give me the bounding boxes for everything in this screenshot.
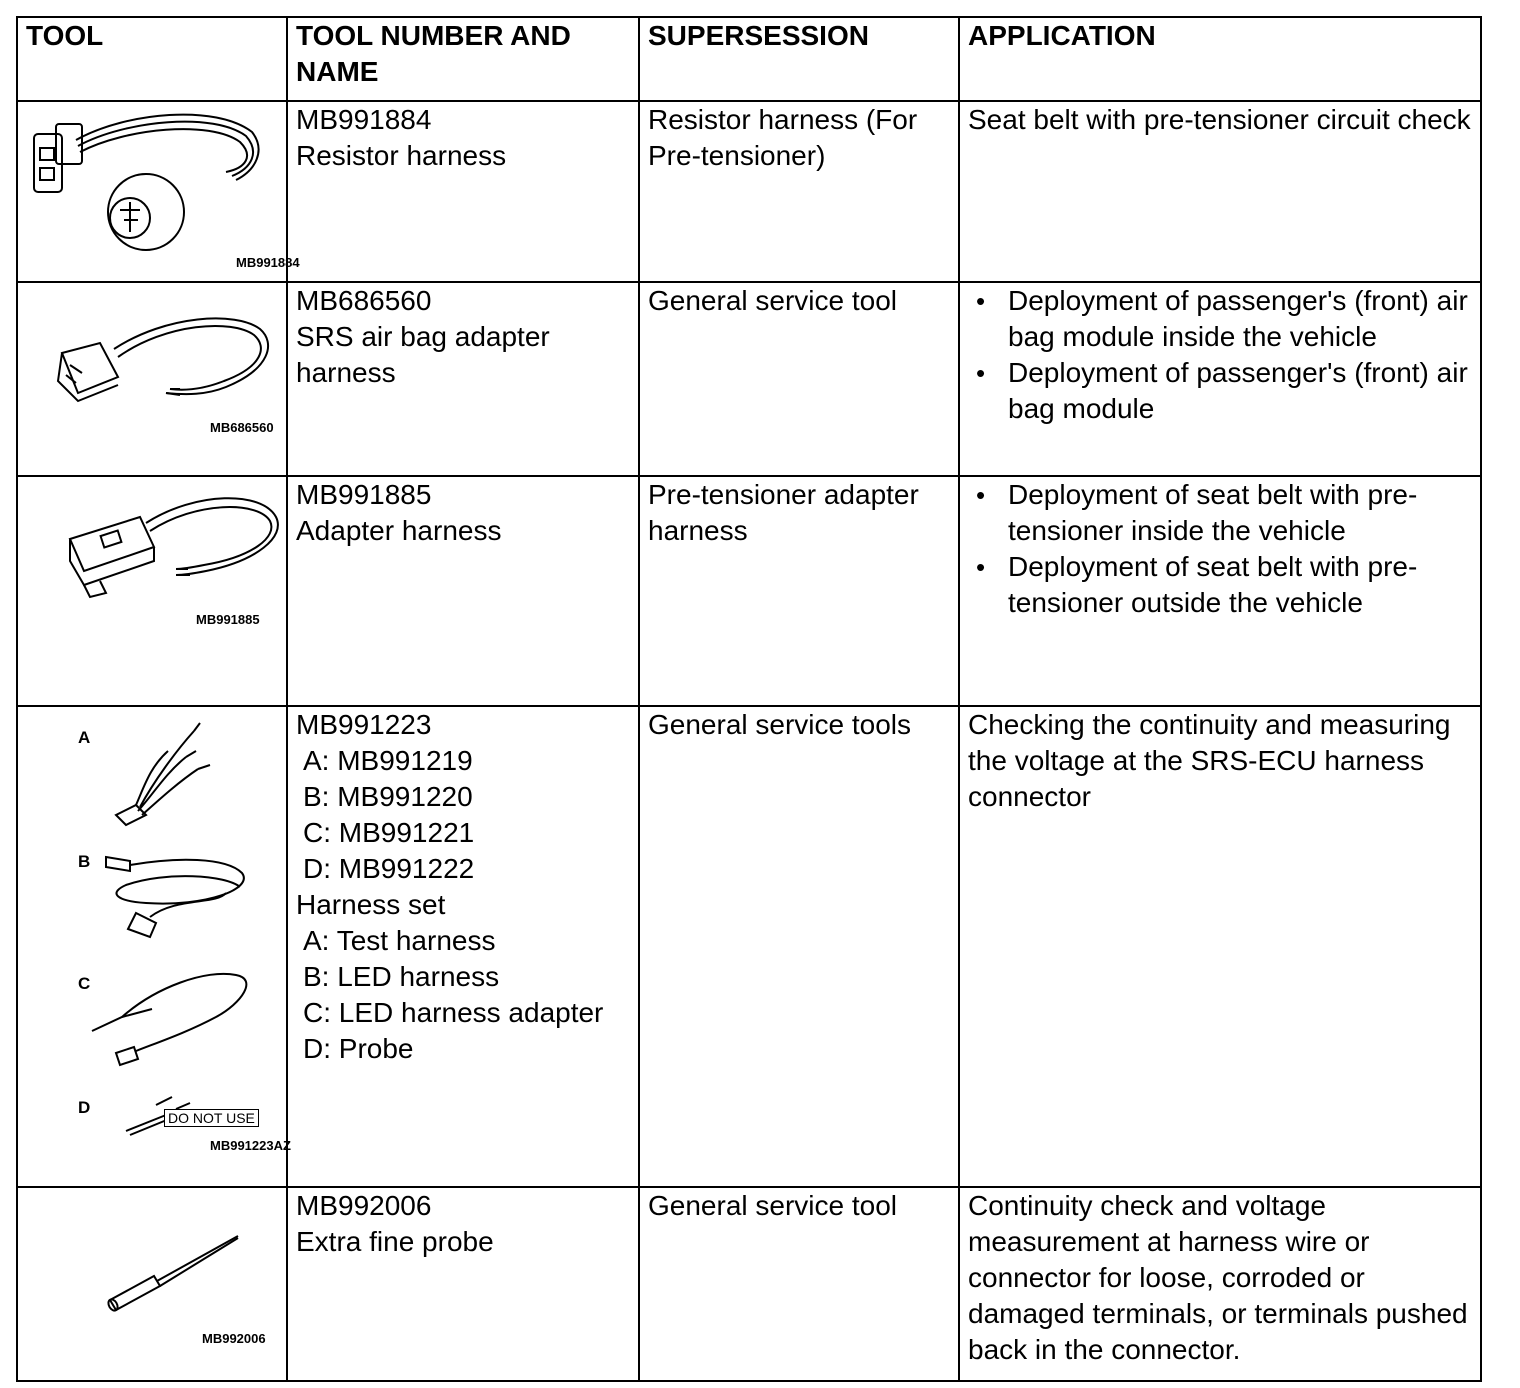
part-name: A: Test harness	[303, 925, 496, 956]
part-name: B: LED harness	[303, 961, 500, 992]
tool-caption: MB991885	[196, 612, 260, 627]
supersession-text: Resistor harness (For Pre-tensioner)	[648, 104, 918, 171]
tool-number: MB991885	[296, 479, 432, 510]
supersession-cell	[639, 476, 959, 706]
application-bullet-list	[968, 477, 1474, 621]
supersession-text: General service tools	[648, 709, 912, 740]
tool-number-cell	[287, 706, 639, 1187]
application-cell	[959, 476, 1481, 706]
tool-number: MB991884	[296, 104, 432, 135]
tool-caption: MB991884	[236, 255, 300, 270]
tool-number: MB991223	[296, 709, 432, 740]
tool-name: Adapter harness	[296, 515, 502, 546]
special-tools-table	[16, 16, 1482, 1382]
tool-illustration-cell	[17, 476, 287, 706]
do-not-use-label: DO NOT USE	[164, 1109, 259, 1127]
tool-number: MB686560	[296, 285, 432, 316]
application-cell	[959, 282, 1481, 476]
application-bullet: • Deployment of seat belt with pre-tensioner inside the vehicle	[1008, 477, 1474, 549]
header-row	[17, 17, 1481, 101]
application-text: Continuity check and voltage measurement at harness wire or connector for loose, corroded or damaged terminals, or terminals pushed back in the connector.	[968, 1190, 1468, 1365]
tool-illustration-cell	[17, 706, 291, 1187]
application-cell	[959, 101, 1481, 282]
supersession-cell	[639, 282, 959, 476]
tool-name: Resistor harness	[296, 140, 507, 171]
tool-caption: MB992006	[202, 1331, 266, 1346]
part-name: D: Probe	[303, 1033, 414, 1064]
tool-number: MB992006	[296, 1190, 432, 1221]
tool-caption: MB991223AZ	[210, 1138, 291, 1153]
supersession-text: General service tool	[648, 1190, 898, 1221]
application-text: Seat belt with pre-tensioner circuit check	[968, 104, 1471, 135]
header-tool: TOOL	[17, 17, 287, 101]
tool-letter: B	[78, 852, 91, 871]
part-number: D: MB991222	[303, 853, 475, 884]
header-tool-number-and-name: TOOL NUMBER AND NAME	[287, 17, 639, 101]
part-number: C: MB991221	[303, 817, 475, 848]
tool-number-cell	[287, 282, 639, 476]
extra-fine-probe-illustration	[26, 1188, 310, 1380]
tool-name: Harness set	[296, 889, 446, 920]
tool-number-cell	[287, 476, 639, 706]
tool-illustration-cell	[17, 282, 287, 476]
table-row	[17, 282, 1481, 476]
tool-name: Extra fine probe	[296, 1226, 494, 1257]
part-name: C: LED harness adapter	[303, 997, 604, 1028]
tool-letter: C	[78, 974, 91, 993]
table-row	[17, 101, 1481, 282]
tool-name: SRS air bag adapter harness	[296, 321, 550, 388]
tool-illustration-cell	[17, 1187, 287, 1381]
part-number: A: MB991219	[303, 745, 473, 776]
supersession-cell	[639, 706, 959, 1187]
tool-number-cell	[287, 1187, 639, 1381]
application-cell	[959, 706, 1481, 1187]
header-supersession: SUPERSESSION	[639, 17, 959, 101]
application-bullet: • Deployment of seat belt with pre-tensioner outside the vehicle	[1008, 549, 1474, 621]
pre-tensioner-adapter-harness-illustration	[26, 477, 310, 705]
tool-letter: D	[78, 1098, 91, 1117]
application-cell	[959, 1187, 1481, 1381]
tool-number-cell	[287, 101, 639, 282]
header-application: APPLICATION	[959, 17, 1481, 101]
application-text: Checking the continuity and measuring the voltage at the SRS-ECU harness connector	[968, 709, 1451, 812]
supersession-text: General service tool	[648, 285, 898, 316]
application-bullet: • Deployment of passenger's (front) air bag module	[1008, 355, 1474, 427]
table-row	[17, 476, 1481, 706]
application-bullet-list	[968, 283, 1474, 427]
tool-illustration-cell	[17, 101, 300, 282]
application-bullet: • Deployment of passenger's (front) air bag module inside the vehicle	[1008, 283, 1474, 355]
supersession-text: Pre-tensioner adapter harness	[648, 479, 919, 546]
supersession-cell	[639, 101, 959, 282]
table-row	[17, 1187, 1481, 1381]
part-number: B: MB991220	[303, 781, 473, 812]
tool-letter: A	[78, 728, 91, 747]
table-row	[17, 706, 1481, 1187]
tool-caption: MB686560	[210, 420, 274, 435]
air-bag-adapter-harness-illustration	[26, 283, 310, 475]
supersession-cell	[639, 1187, 959, 1381]
